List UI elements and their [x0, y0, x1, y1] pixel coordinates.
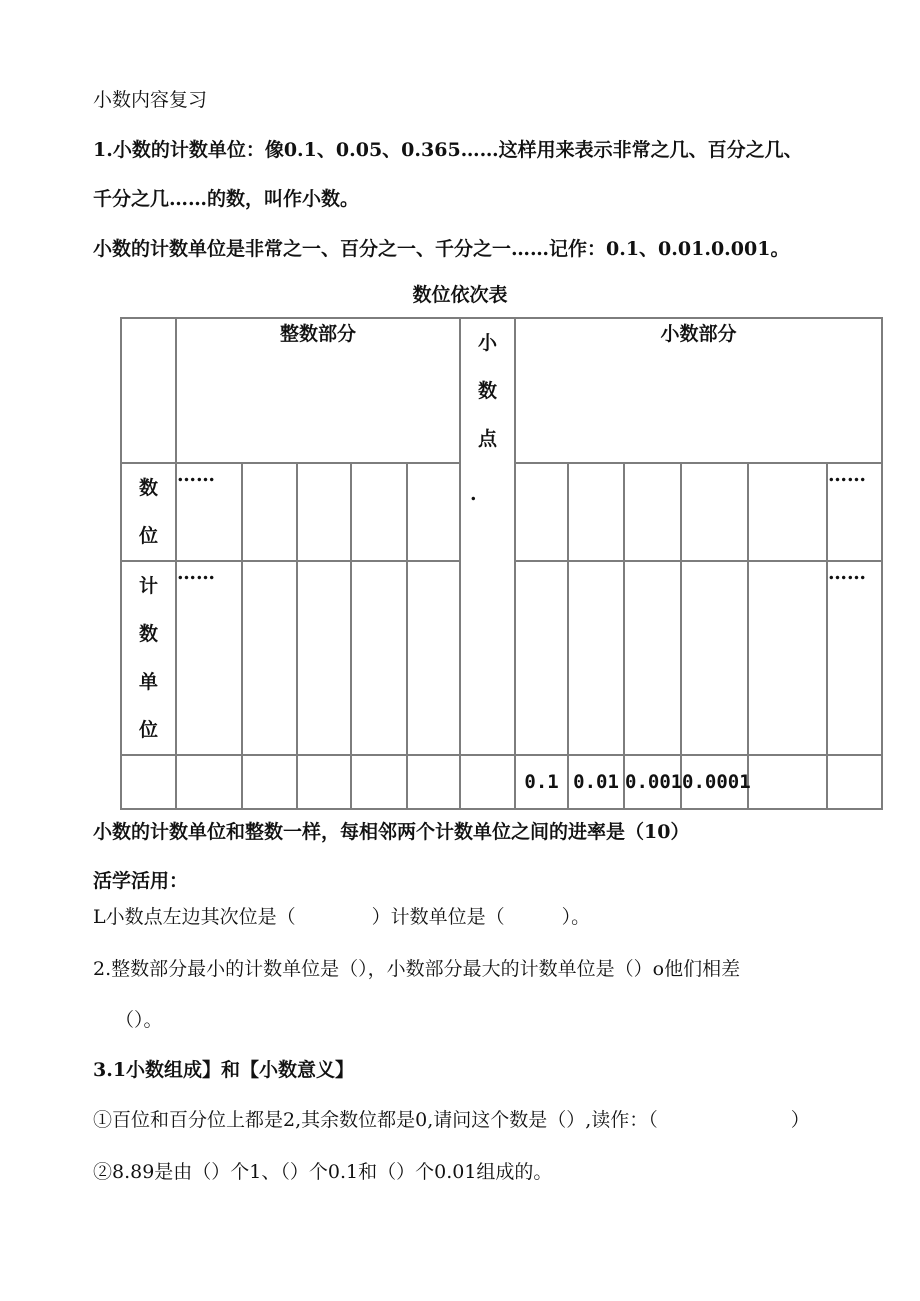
table-cell [681, 463, 748, 561]
question-3-1: ①百位和百分位上都是2,其余数位都是0,请问这个数是（）,读作：（ ） [93, 1109, 810, 1131]
page-title: 小数内容复习 [93, 89, 208, 111]
integer-ellipsis: …… [176, 463, 242, 561]
place-value-table [120, 317, 883, 810]
question-2-line-1: 2.整数部分最小的计数单位是（），小数部分最大的计数单位是（）o他们相差 [93, 958, 741, 980]
definition-line-2: 千分之几……的数，叫作小数。 [93, 188, 360, 210]
table-cell [624, 561, 681, 755]
decimal-unit-ellipsis: …… [827, 561, 882, 755]
decimal-point-label-1: 小 [478, 332, 498, 354]
question-3-2: ②8.89是由（）个1、（）个0.1和（）个0.01组成的。 [93, 1161, 553, 1183]
table-cell [748, 561, 827, 755]
definition-line-1: 1.小数的计数单位：像0.1、0.05、0.365……这样用来表示非常之几、百分之几、 [93, 139, 803, 161]
table-cell [407, 561, 460, 755]
table-cell [242, 561, 297, 755]
table-cell [407, 463, 460, 561]
table-caption: 数位依次表 [412, 284, 508, 306]
table-cell [242, 463, 297, 561]
row-label-unit-char-2: 数 [138, 623, 158, 645]
row-label-unit-char-4: 位 [138, 719, 158, 741]
definition-line-3: 小数的计数单位是非常之一、百分之一、千分之一……记作：0.1、0.01.0.001。 [93, 238, 790, 260]
row-label-unit-char-3: 单 [138, 671, 158, 693]
unit-hundredth: 0.01 [568, 755, 624, 809]
table-cell [297, 755, 351, 809]
table-cell [351, 561, 407, 755]
decimal-ellipsis: …… [827, 463, 882, 561]
question-3-title: 3.1小数组成】和【小数意义】 [93, 1059, 355, 1081]
decimal-point-mark: . [470, 483, 477, 505]
table-cell [748, 755, 827, 809]
table-cell [748, 463, 827, 561]
table-cell [297, 463, 351, 561]
unit-tenth: 0.1 [515, 755, 568, 809]
row-label-digit-char-2: 位 [138, 525, 158, 547]
decimal-point-column [460, 318, 515, 755]
table-cell [176, 755, 242, 809]
integer-unit-ellipsis: …… [176, 561, 242, 755]
table-cell [242, 755, 297, 809]
table-cell [624, 463, 681, 561]
table-cell [407, 755, 460, 809]
decimal-point-label-3: 点 [478, 428, 498, 450]
table-cell [515, 561, 568, 755]
table-cell [681, 561, 748, 755]
question-1: L小数点左边其次位是（ ）计数单位是（ ）。 [93, 906, 591, 928]
table-cell [121, 755, 176, 809]
table-cell [568, 463, 624, 561]
table-cell [515, 463, 568, 561]
row-label-digit [121, 463, 176, 561]
corner-cell [121, 318, 176, 463]
unit-ten-thousandth: 0.0001 [681, 755, 748, 809]
row-label-unit-char-1: 计 [138, 575, 158, 597]
table-cell [827, 755, 882, 809]
integer-part-header: 整数部分 [176, 318, 460, 463]
question-2-line-2: （）。 [115, 1009, 163, 1031]
table-cell [297, 561, 351, 755]
table-cell [351, 755, 407, 809]
rate-note: 小数的计数单位和整数一样，每相邻两个计数单位之间的进率是（10） [93, 821, 690, 843]
row-label-digit-char-1: 数 [138, 477, 158, 499]
table-cell [351, 463, 407, 561]
table-cell [568, 561, 624, 755]
row-label-unit [121, 561, 176, 755]
unit-thousandth: 0.001 [624, 755, 681, 809]
decimal-part-header: 小数部分 [515, 318, 882, 463]
practice-heading: 活学活用： [93, 870, 189, 892]
table-cell [460, 755, 515, 809]
decimal-point-label-2: 数 [478, 380, 498, 402]
